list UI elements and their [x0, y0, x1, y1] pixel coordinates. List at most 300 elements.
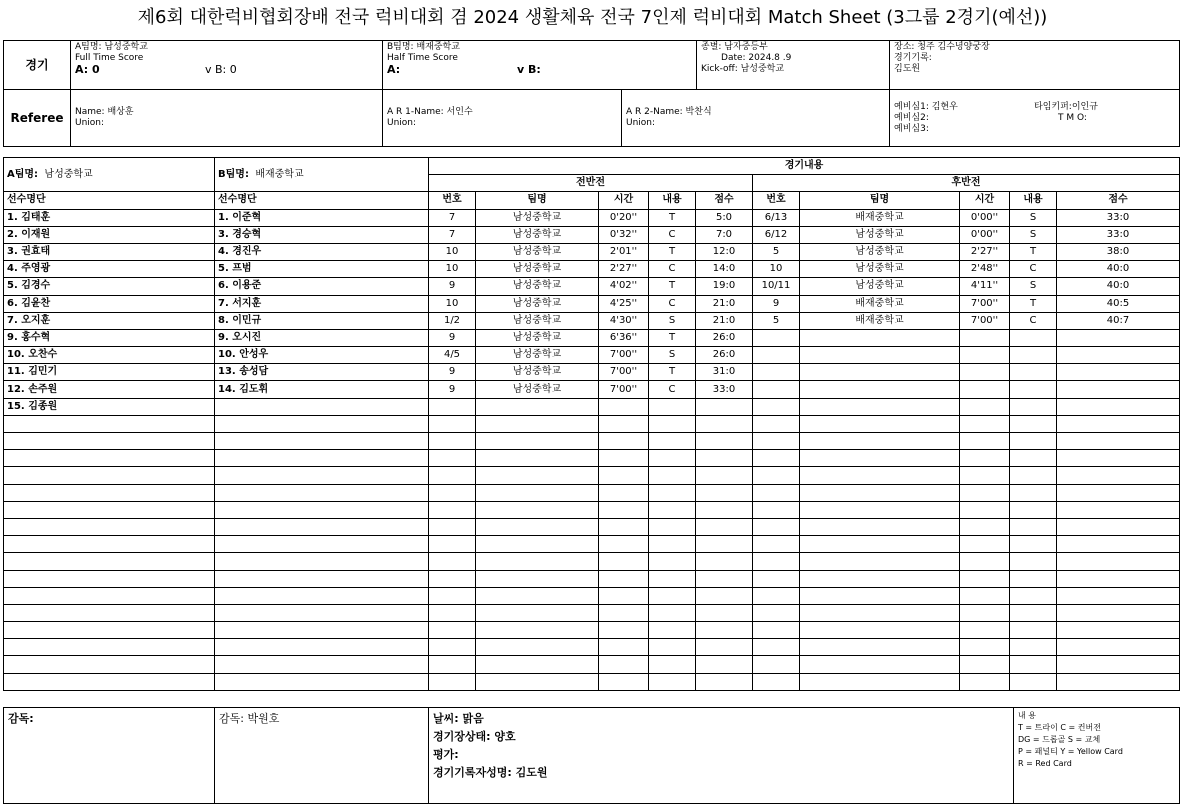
player-b: 9. 오시진 [215, 329, 429, 346]
table-row [4, 329, 1180, 346]
table-row [4, 570, 1180, 587]
table-row [4, 278, 1180, 295]
second-half-time [960, 450, 1010, 467]
second-half-score: 33:0 [1057, 226, 1180, 243]
first-half-num: 9 [429, 278, 476, 295]
second-half-time [960, 484, 1010, 501]
referee-label: Referee [4, 90, 71, 147]
first-half-type [649, 467, 696, 484]
second-half-num: 5 [753, 312, 800, 329]
footer-table [3, 707, 1180, 804]
second-half-type [1010, 656, 1057, 673]
first-half-team [476, 518, 599, 535]
first-half-team [476, 656, 599, 673]
second-half-team [800, 415, 960, 432]
player-a [4, 450, 215, 467]
first-half-type [649, 587, 696, 604]
table-row [4, 673, 1180, 690]
table-row [4, 398, 1180, 415]
first-half-score [696, 467, 753, 484]
evaluation: 평가: [433, 748, 459, 761]
first-half-num: 4/5 [429, 347, 476, 364]
first-half-num [429, 622, 476, 639]
first-half-num: 9 [429, 364, 476, 381]
table-row [4, 622, 1180, 639]
second-half-score [1057, 501, 1180, 518]
first-half-score [696, 656, 753, 673]
player-b [215, 415, 429, 432]
second-half-type [1010, 450, 1057, 467]
second-half-type [1010, 364, 1057, 381]
second-half-score [1057, 622, 1180, 639]
officials-cell [890, 90, 1180, 147]
first-half-num: 7 [429, 226, 476, 243]
first-half-num [429, 570, 476, 587]
table-row [4, 226, 1180, 243]
first-half-time [599, 415, 649, 432]
first-half-time [599, 570, 649, 587]
first-half-team: 남성중학교 [476, 278, 599, 295]
first-half-team: 남성중학교 [476, 243, 599, 260]
first-half-time [599, 398, 649, 415]
player-b [215, 501, 429, 518]
second-half-num [753, 501, 800, 518]
first-half-team: 남성중학교 [476, 312, 599, 329]
col-time-1: 시간 [599, 192, 649, 209]
second-half-num [753, 415, 800, 432]
coach-a: 감독: [8, 712, 34, 725]
second-half-num [753, 570, 800, 587]
a-team-name: A팀명: 남성중학교 [75, 42, 148, 52]
first-half-team: 남성중학교 [476, 329, 599, 346]
first-half-score [696, 553, 753, 570]
second-half-team [800, 604, 960, 621]
second-half-num: 5 [753, 243, 800, 260]
second-half-type [1010, 484, 1057, 501]
first-half-num: 10 [429, 243, 476, 260]
sheet-title: 제6회 대한럭비협회장배 전국 럭비대회 겸 2024 생활체육 전국 7인제 럭비대회 Match Sheet (3그룹 2경기(예선)) [137, 7, 1048, 28]
first-half-type [649, 398, 696, 415]
second-half-team [800, 381, 960, 398]
first-half-score: 31:0 [696, 364, 753, 381]
second-half-time: 0'00'' [960, 226, 1010, 243]
recorder-label: 경기기록: [894, 53, 932, 63]
col-score-2: 점수 [1057, 192, 1180, 209]
first-half-type: T [649, 243, 696, 260]
second-half-type [1010, 518, 1057, 535]
second-half-type [1010, 415, 1057, 432]
second-half-type [1010, 570, 1057, 587]
second-half-type [1010, 639, 1057, 656]
first-half-type [649, 656, 696, 673]
first-half-num [429, 536, 476, 553]
second-half-type [1010, 501, 1057, 518]
player-a [4, 415, 215, 432]
first-half-num: 9 [429, 329, 476, 346]
second-half-type: S [1010, 278, 1057, 295]
first-half-type: T [649, 278, 696, 295]
first-half-score: 7:0 [696, 226, 753, 243]
first-half-time [599, 450, 649, 467]
second-half-type [1010, 347, 1057, 364]
coach-b-cell [215, 708, 429, 804]
second-half-score: 40:0 [1057, 278, 1180, 295]
second-half-num [753, 364, 800, 381]
player-b [215, 570, 429, 587]
first-half-score: 19:0 [696, 278, 753, 295]
second-half-type [1010, 622, 1057, 639]
second-half-score [1057, 518, 1180, 535]
second-half-score: 33:0 [1057, 209, 1180, 226]
second-half-team [800, 587, 960, 604]
second-half-time [960, 433, 1010, 450]
first-half-type [649, 518, 696, 535]
first-half-score [696, 536, 753, 553]
b-team-cell [383, 41, 697, 90]
second-half-type [1010, 398, 1057, 415]
first-half-num [429, 467, 476, 484]
second-half-time: 2'27'' [960, 243, 1010, 260]
match-content-header: 경기내용 [429, 158, 1180, 175]
table-row [4, 484, 1180, 501]
second-half-team: 남성중학교 [800, 243, 960, 260]
table-row [4, 604, 1180, 621]
first-half-score [696, 673, 753, 690]
first-half-time [599, 639, 649, 656]
conditions-cell [429, 708, 1014, 804]
first-half-type [649, 622, 696, 639]
second-half-team [800, 656, 960, 673]
second-half-time [960, 415, 1010, 432]
second-half-num [753, 673, 800, 690]
legend-cell [1014, 708, 1180, 804]
second-half-score [1057, 587, 1180, 604]
first-half-score [696, 604, 753, 621]
full-time-score-a: A: 0 [75, 63, 100, 76]
first-half-num [429, 501, 476, 518]
second-half-score [1057, 673, 1180, 690]
player-a [4, 484, 215, 501]
first-half-team [476, 604, 599, 621]
second-half-score [1057, 415, 1180, 432]
player-a: 5. 김경수 [4, 278, 215, 295]
second-half-num [753, 381, 800, 398]
second-half-team [800, 364, 960, 381]
first-half-header: 전반전 [429, 175, 753, 192]
half-time-score-a: A: [387, 63, 401, 76]
second-half-num: 6/13 [753, 209, 800, 226]
first-half-num: 1/2 [429, 312, 476, 329]
timekeeper: 타임키퍼:이인규 [1034, 101, 1098, 112]
player-a: 12. 손주원 [4, 381, 215, 398]
second-half-team [800, 553, 960, 570]
first-half-time [599, 467, 649, 484]
second-half-score [1057, 553, 1180, 570]
first-half-team: 남성중학교 [476, 261, 599, 278]
second-half-time [960, 639, 1010, 656]
second-half-num [753, 587, 800, 604]
first-half-num [429, 656, 476, 673]
second-half-score [1057, 484, 1180, 501]
second-half-time [960, 656, 1010, 673]
player-a [4, 639, 215, 656]
b-team-header-name: 배재중학교 [255, 168, 304, 180]
first-half-time: 2'01'' [599, 243, 649, 260]
table-row [4, 450, 1180, 467]
first-half-time [599, 656, 649, 673]
first-half-num [429, 450, 476, 467]
first-half-team: 남성중학교 [476, 295, 599, 312]
first-half-type [649, 484, 696, 501]
table-row [4, 415, 1180, 432]
first-half-score [696, 587, 753, 604]
second-half-type [1010, 433, 1057, 450]
tmo: T M O: [1058, 112, 1087, 123]
first-half-team [476, 501, 599, 518]
match-info-table [3, 40, 1180, 147]
second-half-time [960, 673, 1010, 690]
full-time-score-b: v B: 0 [205, 63, 237, 76]
second-half-team: 남성중학교 [800, 226, 960, 243]
first-half-time [599, 518, 649, 535]
first-half-type: C [649, 381, 696, 398]
second-half-time [960, 536, 1010, 553]
second-half-score [1057, 467, 1180, 484]
second-half-time: 7'00'' [960, 295, 1010, 312]
second-half-score [1057, 347, 1180, 364]
second-half-time [960, 467, 1010, 484]
second-half-type: C [1010, 312, 1057, 329]
a-team-cell [71, 41, 383, 90]
first-half-time [599, 536, 649, 553]
second-half-score [1057, 639, 1180, 656]
player-a: 1. 김태훈 [4, 209, 215, 226]
player-b [215, 639, 429, 656]
first-half-num [429, 553, 476, 570]
player-a: 4. 주영광 [4, 261, 215, 278]
player-b [215, 518, 429, 535]
player-a [4, 604, 215, 621]
second-half-team [800, 536, 960, 553]
player-b [215, 622, 429, 639]
player-b: 14. 김도휘 [215, 381, 429, 398]
first-half-time: 4'25'' [599, 295, 649, 312]
player-b: 8. 이민규 [215, 312, 429, 329]
match-date: Date: 2024.8 .9 [721, 53, 792, 63]
first-half-team: 남성중학교 [476, 347, 599, 364]
second-half-num: 9 [753, 295, 800, 312]
player-a [4, 553, 215, 570]
second-half-team: 배재중학교 [800, 312, 960, 329]
match-sheet-table [3, 157, 1180, 691]
ar2-union: Union: [626, 118, 656, 128]
second-half-team [800, 450, 960, 467]
first-half-type: S [649, 347, 696, 364]
player-a: 15. 김종원 [4, 398, 215, 415]
first-half-team [476, 536, 599, 553]
first-half-time [599, 673, 649, 690]
second-half-type: S [1010, 209, 1057, 226]
second-half-team [800, 622, 960, 639]
player-a: 7. 오지훈 [4, 312, 215, 329]
a-roster-label: 선수명단 [4, 192, 215, 209]
col-num-2: 번호 [753, 192, 800, 209]
second-half-score [1057, 433, 1180, 450]
ar1-name: A R 1-Name: 서인수 [387, 107, 473, 117]
second-half-team [800, 467, 960, 484]
second-half-type: T [1010, 243, 1057, 260]
first-half-time: 4'30'' [599, 312, 649, 329]
table-row [4, 261, 1180, 278]
col-num-1: 번호 [429, 192, 476, 209]
first-half-time [599, 622, 649, 639]
second-half-time [960, 364, 1010, 381]
second-half-score [1057, 570, 1180, 587]
category-cell [697, 41, 890, 90]
first-half-score [696, 570, 753, 587]
second-half-num [753, 604, 800, 621]
first-half-time [599, 587, 649, 604]
player-b: 5. 프범 [215, 261, 429, 278]
b-team-header: B팀명: 배재중학교 [215, 158, 429, 192]
second-half-score [1057, 604, 1180, 621]
first-half-type [649, 450, 696, 467]
ar2-cell [622, 90, 890, 147]
col-team-2: 팀명 [800, 192, 960, 209]
first-half-score [696, 398, 753, 415]
first-half-type: T [649, 329, 696, 346]
second-half-team [800, 570, 960, 587]
second-half-team [800, 501, 960, 518]
second-half-score [1057, 381, 1180, 398]
second-half-score [1057, 536, 1180, 553]
table-row [4, 312, 1180, 329]
player-b [215, 398, 429, 415]
player-b [215, 467, 429, 484]
player-a [4, 518, 215, 535]
first-half-score: 26:0 [696, 347, 753, 364]
first-half-team: 남성중학교 [476, 226, 599, 243]
second-half-type: C [1010, 261, 1057, 278]
legend-line: DG = 드롭골 S = 교체 [1018, 735, 1101, 744]
first-half-team: 남성중학교 [476, 209, 599, 226]
legend-line: T = 트라이 C = 컨버젼 [1018, 723, 1101, 732]
first-half-num: 10 [429, 295, 476, 312]
first-half-type [649, 604, 696, 621]
second-half-time [960, 604, 1010, 621]
player-a [4, 501, 215, 518]
first-half-type [649, 415, 696, 432]
first-half-score: 14:0 [696, 261, 753, 278]
referee-union: Union: [75, 118, 105, 128]
first-half-type [649, 570, 696, 587]
second-half-num [753, 639, 800, 656]
first-half-team [476, 587, 599, 604]
half-time-score-b: v B: [517, 63, 541, 76]
reserve-referee-1: 예비심1: 김현우 [894, 101, 958, 112]
first-half-type: C [649, 295, 696, 312]
first-half-type: C [649, 226, 696, 243]
table-row [4, 553, 1180, 570]
second-half-team: 배재중학교 [800, 295, 960, 312]
second-half-type [1010, 536, 1057, 553]
first-half-team [476, 673, 599, 690]
second-half-num [753, 467, 800, 484]
first-half-type: C [649, 261, 696, 278]
second-half-time [960, 553, 1010, 570]
col-time-2: 시간 [960, 192, 1010, 209]
ar2-name: A R 2-Name: 박찬식 [626, 107, 712, 117]
player-a [4, 622, 215, 639]
second-half-type: T [1010, 295, 1057, 312]
recorder-name: 김도원 [894, 64, 921, 74]
first-half-type [649, 433, 696, 450]
table-row [4, 433, 1180, 450]
first-half-time: 0'32'' [599, 226, 649, 243]
first-half-time: 7'00'' [599, 381, 649, 398]
first-half-score: 33:0 [696, 381, 753, 398]
b-roster-label: 선수명단 [215, 192, 429, 209]
first-half-score: 5:0 [696, 209, 753, 226]
second-half-time [960, 518, 1010, 535]
second-half-team [800, 673, 960, 690]
second-half-time [960, 570, 1010, 587]
second-half-type [1010, 329, 1057, 346]
player-b: 3. 경승혁 [215, 226, 429, 243]
second-half-num [753, 450, 800, 467]
first-half-team [476, 639, 599, 656]
second-half-score: 38:0 [1057, 243, 1180, 260]
player-b: 7. 서지훈 [215, 295, 429, 312]
second-half-num [753, 329, 800, 346]
first-half-team [476, 450, 599, 467]
first-half-team: 남성중학교 [476, 364, 599, 381]
first-half-time [599, 433, 649, 450]
first-half-type: T [649, 364, 696, 381]
second-half-time [960, 587, 1010, 604]
coach-a-cell [4, 708, 215, 804]
first-half-time: 0'20'' [599, 209, 649, 226]
second-half-time: 7'00'' [960, 312, 1010, 329]
first-half-num [429, 398, 476, 415]
second-half-type [1010, 467, 1057, 484]
first-half-num: 7 [429, 209, 476, 226]
second-half-num [753, 553, 800, 570]
col-team-1: 팀명 [476, 192, 599, 209]
first-half-time: 2'27'' [599, 261, 649, 278]
first-half-time [599, 604, 649, 621]
first-half-time [599, 484, 649, 501]
player-b [215, 433, 429, 450]
first-half-num [429, 518, 476, 535]
player-b [215, 587, 429, 604]
first-half-team [476, 484, 599, 501]
first-half-team [476, 570, 599, 587]
full-time-label: Full Time Score [75, 53, 144, 63]
first-half-score [696, 501, 753, 518]
player-a [4, 433, 215, 450]
table-row [4, 656, 1180, 673]
first-half-time: 6'36'' [599, 329, 649, 346]
field-condition: 경기장상태: 양호 [433, 730, 516, 743]
first-half-team: 남성중학교 [476, 381, 599, 398]
first-half-score [696, 622, 753, 639]
player-b [215, 553, 429, 570]
second-half-num: 6/12 [753, 226, 800, 243]
second-half-num [753, 484, 800, 501]
first-half-num: 9 [429, 381, 476, 398]
second-half-num: 10 [753, 261, 800, 278]
